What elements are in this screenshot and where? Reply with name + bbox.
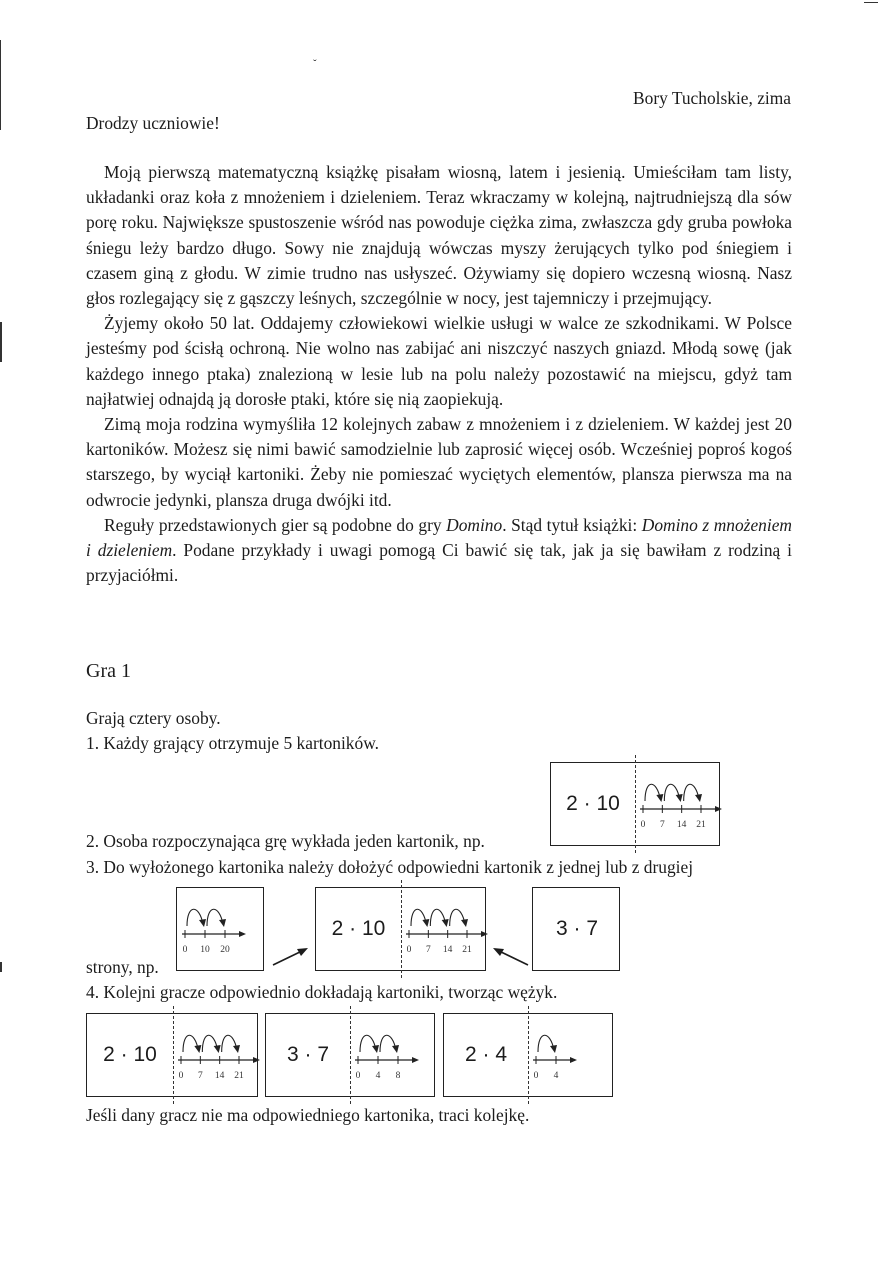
jump-arrowhead [199, 919, 206, 927]
number-line-diagram [350, 1014, 434, 1096]
number-line-label: 7 [425, 945, 431, 955]
closing-rule: Jeśli dany gracz nie ma odpowiedniego kartonika, traci kolejkę. [86, 1105, 530, 1125]
jump-arrowhead [194, 1045, 201, 1053]
number-line-label: 4 [375, 1071, 381, 1081]
card-expression: 2 · 10 [566, 792, 620, 815]
jump-arc [450, 909, 465, 926]
jump-arc [430, 909, 445, 926]
domino-card-left-candidate [176, 887, 264, 971]
domino-card-chain-2 [265, 1013, 435, 1097]
paragraph: Zimą moja rodzina wymyśliła 12 kolejnych zabaw z mnożeniem i z dzieleniem. W każdej jest 20 kartoników. Możesz się nimi bawić samodzielnie lub zaprosić więcej osób. Wcześniej poproś kogoś starszego, by wyciął kartoniki. Żeby nie pomieszać wyciętych elementów, plansza pierwsza ma na odwrocie jedynki, plansza druga dwójki itd. [86, 414, 792, 510]
rule-step-1: 1. Każdy grający otrzymuje 5 kartoników. [86, 733, 379, 753]
connector-arrow-left [491, 944, 531, 968]
jump-arc [538, 1035, 554, 1052]
card-expression: 3 · 7 [555, 917, 599, 940]
number-line-diagram [401, 888, 485, 970]
jump-arrowhead [392, 1045, 399, 1053]
jump-arrowhead [461, 919, 468, 927]
rule-step-3: 3. Do wyłożonego kartonika należy dołożyć odpowiedni kartonik z jednej lub z drugiej [86, 857, 694, 877]
jump-arrowhead [442, 919, 449, 927]
domino-card-chain-1 [86, 1013, 258, 1097]
jump-arrowhead [676, 794, 683, 802]
number-line-label: 4 [553, 1071, 559, 1081]
domino-card-example [550, 762, 720, 846]
jump-arc [183, 1035, 198, 1052]
jump-arrowhead [656, 794, 663, 802]
letter-body [86, 160, 792, 588]
jump-arrowhead [219, 919, 226, 927]
jump-arc [645, 784, 660, 801]
number-line-label: 8 [395, 1071, 401, 1081]
jump-arrowhead [422, 919, 429, 927]
card-expression: 2 · 4 [464, 1043, 508, 1066]
card-expression: 2 · 10 [331, 917, 386, 940]
number-line-label: 14 [214, 1071, 225, 1081]
number-line-diagram [528, 1014, 612, 1096]
number-line-arrowhead [239, 931, 246, 937]
number-line-diagram [173, 1014, 257, 1096]
domino-card-center [315, 887, 486, 971]
jump-arrowhead [233, 1045, 240, 1053]
number-line-label: 21 [462, 945, 472, 955]
scan-edge-mark [0, 962, 2, 972]
game-intro: Grają cztery osoby. [86, 708, 221, 728]
number-line-label: 14 [676, 820, 687, 830]
jump-arrowhead [214, 1045, 221, 1053]
number-line-label: 21 [234, 1071, 244, 1081]
number-line-arrowhead [481, 931, 488, 937]
paragraph: Moją pierwszą matematyczną książkę pisałam wiosną, latem i jesienią. Umieściłam tam listy, układanki oraz koła z mnożeniem i dzieleniem. Teraz wkraczamy w kolejną, najtrudniejszą dla sów porę roku. Największe spustoszenie wśród nas powoduje ciężka zima, zwłaszcza gdy gruba powłoka śniegu leży bardzo długo. Sowy nie znajdują wówczas myszy żerujących tylko pod śniegiem i czasem giną z głodu. W zimie trudno nas usłyszeć. Ożywiamy się dopiero wczesną wiosną. Nasz głos rozlegający się z gąszczy leśnych, szczególnie w nocy, jest tajemniczy i przejmujący. [86, 162, 792, 309]
number-line-arrowhead [412, 1057, 419, 1063]
number-line-label: 0 [178, 1071, 184, 1081]
jump-arc [207, 909, 223, 926]
jump-arrowhead [372, 1045, 379, 1053]
jump-arc [187, 909, 203, 926]
domino-card-chain-3 [443, 1013, 613, 1097]
number-line-arrowhead [570, 1057, 577, 1063]
connector-arrow-right [270, 944, 310, 968]
scan-edge-mark [0, 40, 1, 130]
number-line-label: 0 [533, 1071, 539, 1081]
number-line-arrowhead [715, 806, 722, 812]
number-line-label: 7 [197, 1071, 203, 1081]
rule-step-2: 2. Osoba rozpoczynająca grę wykłada jeden kartonik, np. [86, 831, 485, 851]
card-expression: 2 · 10 [103, 1043, 157, 1066]
jump-arc [202, 1035, 217, 1052]
number-line-label: 0 [182, 945, 188, 955]
card-expression: 3 · 7 [286, 1043, 330, 1066]
number-line-arrowhead [253, 1057, 260, 1063]
section-heading: Gra 1 [86, 660, 131, 682]
rule-step-3-continued: strony, np. [86, 957, 159, 977]
number-line-label: 21 [696, 820, 706, 830]
jump-arc [664, 784, 679, 801]
scan-speck: ˇ [313, 58, 317, 70]
number-line-label: 0 [355, 1071, 361, 1081]
number-line-diagram [635, 763, 719, 845]
jump-arrowhead [695, 794, 702, 802]
jump-arrowhead [550, 1045, 557, 1053]
number-line-label: 10 [200, 945, 210, 955]
greeting: Drodzy uczniowie! [86, 113, 220, 133]
number-line-label: 20 [220, 945, 230, 955]
number-line-label: 0 [640, 820, 646, 830]
paragraph: Reguły przedstawionych gier są podobne do gry Domino. Stąd tytuł książki: Domino z mnożeniem i dzieleniem. Podane przykłady i uwagi pomogą Ci bawić się tak, jak ja się bawiłam z rodziną i przyjaciółmi. [86, 514, 792, 586]
scan-edge-mark [864, 2, 878, 3]
rule-step-4: 4. Kolejni gracze odpowiednio dokładają kartoniki, tworząc wężyk. [86, 982, 558, 1002]
jump-arc [222, 1035, 237, 1052]
number-line-label: 0 [406, 945, 412, 955]
jump-arc [360, 1035, 376, 1052]
number-line-label: 14 [442, 945, 453, 955]
jump-arc [380, 1035, 396, 1052]
jump-arc [684, 784, 699, 801]
place-date-line: Bory Tucholskie, zima [633, 88, 791, 108]
paragraph: Żyjemy około 50 lat. Oddajemy człowiekowi wielkie usługi w walce ze szkodnikami. W Polsce jesteśmy pod ścisłą ochroną. Nie wolno nas zabijać ani niszczyć naszych gniazd. Młodą sowę (jak każdego innego ptaka) znalezioną w lesie lub na polu należy pozostawić na miejscu, gdyż tam najłatwiej odnajdą ją dorosłe ptaki, które się nią zaopiekują. [86, 313, 792, 409]
number-line-label: 7 [659, 820, 665, 830]
jump-arc [411, 909, 426, 926]
scan-edge-mark [0, 322, 2, 362]
domino-card-right-candidate [532, 887, 620, 971]
number-line-diagram [177, 888, 263, 970]
